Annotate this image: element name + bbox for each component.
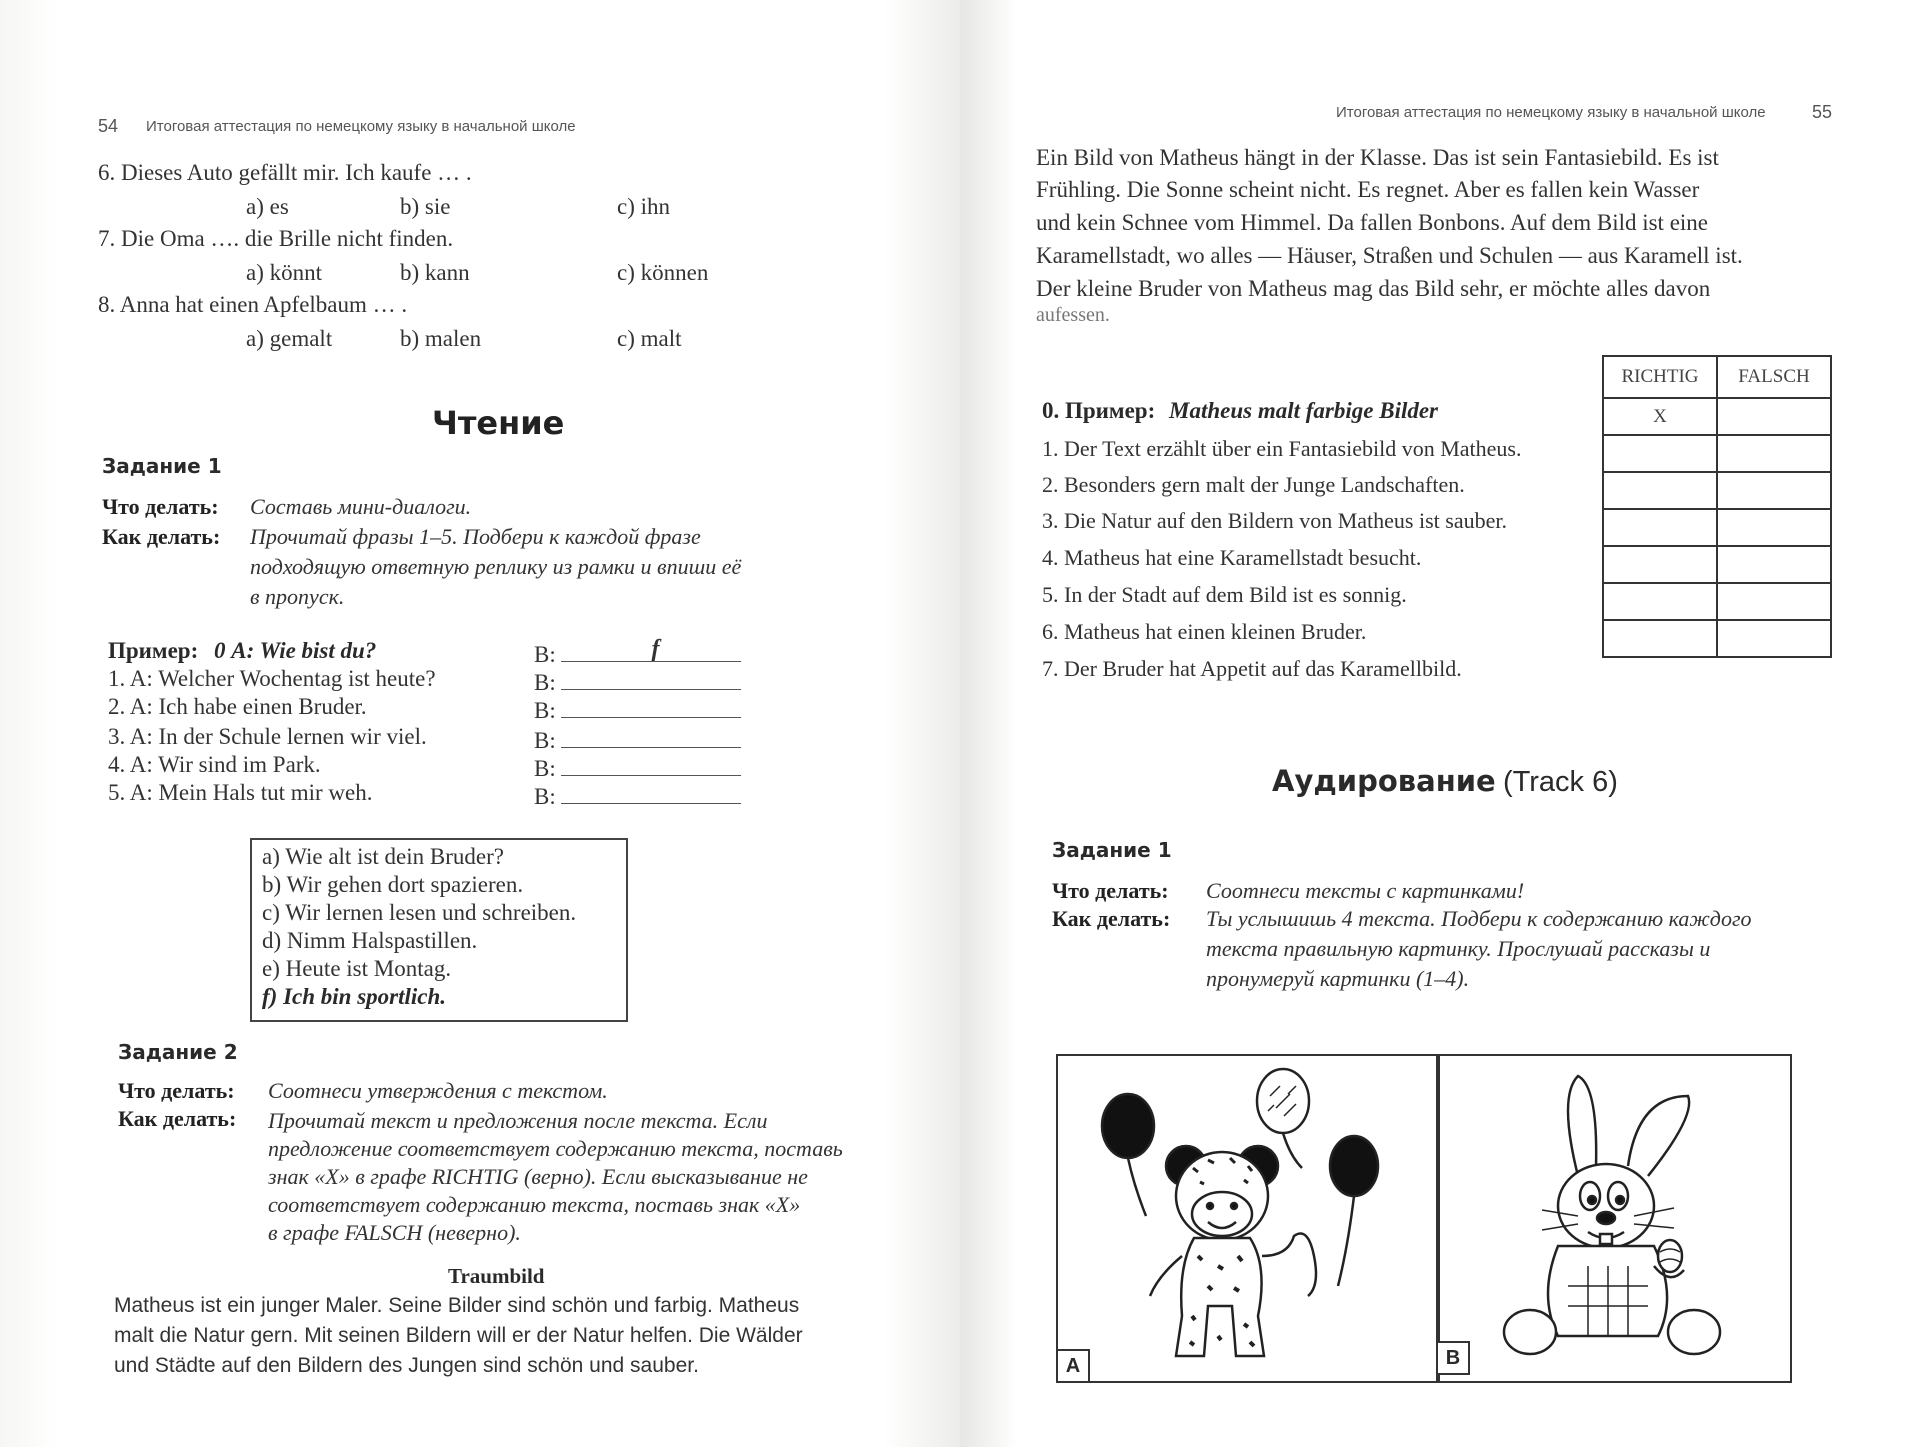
what-text: Составь мини-диалоги. <box>250 494 472 519</box>
right-page <box>960 0 1920 1447</box>
how-label: Как делать: <box>1052 906 1171 931</box>
section-title-reading: Чтение <box>432 404 565 442</box>
rabbit-with-egg-icon <box>1438 1056 1790 1381</box>
text-line: aufessen. <box>1036 304 1110 326</box>
how-line: предложение соответствует содержанию текста, поставь <box>268 1136 843 1161</box>
dialog-line: 4. A: Wir sind im Park. <box>108 752 321 777</box>
b-label: B: <box>534 698 556 723</box>
answer-option: a) Wie alt ist dein Bruder? <box>262 844 504 869</box>
example-label: 0. Пример: <box>1042 398 1156 423</box>
table-cell[interactable] <box>1717 620 1831 657</box>
text-line: und Städte auf den Bildern des Jungen sind schön und sauber. <box>114 1354 699 1377</box>
example-row <box>1042 398 1438 424</box>
example-label: Пример: <box>108 638 199 663</box>
how-label: Как делать: <box>118 1106 237 1131</box>
richtig-falsch-table <box>1602 355 1832 658</box>
example-mark: X <box>1603 398 1717 435</box>
option-a: a) gemalt <box>246 326 333 351</box>
text-line: und kein Schnee vom Himmel. Da fallen Bonbons. Auf dem Bild ist eine <box>1036 210 1709 235</box>
how-line: подходящую ответную реплику из рамки и впиши её <box>250 554 742 579</box>
answer-line <box>534 728 741 754</box>
option-b: b) kann <box>400 260 470 285</box>
running-header: Итоговая аттестация по немецкому языку в начальной школе <box>1336 104 1766 121</box>
answer-line <box>534 756 741 782</box>
answer-option: e) Heute ist Montag. <box>262 956 452 981</box>
table-cell[interactable] <box>1717 398 1831 435</box>
statement: 4. Matheus hat eine Karamellstadt besucht. <box>1042 545 1422 570</box>
what-label: Что делать: <box>118 1078 235 1103</box>
question-8: 8. Anna hat einen Apfelbaum … . <box>98 292 408 317</box>
statement: 6. Matheus hat einen kleinen Bruder. <box>1042 619 1367 644</box>
header-richtig: RICHTIG <box>1603 356 1717 398</box>
how-line: Прочитай текст и предложения после текста. Если <box>268 1108 768 1133</box>
option-c: c) malt <box>617 326 682 351</box>
table-cell[interactable] <box>1603 435 1717 472</box>
option-c: c) ihn <box>617 194 671 219</box>
text-line: Matheus ist ein junger Maler. Seine Bilder sind schön und farbig. Matheus <box>114 1294 800 1317</box>
table-cell[interactable] <box>1603 509 1717 546</box>
example-row <box>108 638 376 664</box>
header-falsch: FALSCH <box>1717 356 1831 398</box>
table-cell[interactable] <box>1717 435 1831 472</box>
text-line: Frühling. Die Sonne scheint nicht. Es regnet. Aber es fallen kein Wasser <box>1036 177 1700 202</box>
running-header: Итоговая аттестация по немецкому языку в начальной школе <box>146 118 576 135</box>
answer-option: d) Nimm Halspastillen. <box>262 928 478 953</box>
what-text: Соотнеси тексты с картинками! <box>1206 878 1525 903</box>
picture-b-frame[interactable] <box>1436 1054 1792 1383</box>
dialog-line: 5. A: Mein Hals tut mir weh. <box>108 780 373 805</box>
option-b: b) sie <box>400 194 451 219</box>
how-line: Прочитай фразы 1–5. Подбери к каждой фразе <box>250 524 701 549</box>
section-track: (Track 6) <box>1502 766 1618 798</box>
table-cell[interactable] <box>1603 546 1717 583</box>
text-line: Karamellstadt, wo alles — Häuser, Straßen und Schulen — aus Karamell ist. <box>1036 243 1743 268</box>
child-with-balloons-icon <box>1058 1056 1438 1381</box>
answer-option: b) Wir gehen dort spazieren. <box>262 872 524 897</box>
how-line: текста правильную картинку. Прослушай рассказы и <box>1206 936 1711 961</box>
answer-blank[interactable] <box>561 785 741 804</box>
option-a: a) es <box>246 194 289 219</box>
how-label: Как делать: <box>102 524 221 549</box>
answer-blank[interactable] <box>561 699 741 718</box>
statement: 3. Die Natur auf den Bildern von Matheus ist sauber. <box>1042 508 1507 533</box>
section-title: Аудирование <box>1272 764 1496 798</box>
how-line: Ты услышишь 4 текста. Подбери к содержанию каждого <box>1206 906 1752 931</box>
answer-blank[interactable] <box>561 636 741 662</box>
b-label: B: <box>534 670 556 695</box>
statement: 5. In der Stadt auf dem Bild ist es sonnig. <box>1042 582 1407 607</box>
how-line: знак «X» в графе RICHTIG (верно). Если высказывание не <box>268 1164 808 1189</box>
answer-line <box>534 784 741 810</box>
page-number: 54 <box>98 116 119 136</box>
section-title-listening <box>1272 764 1618 799</box>
table-cell[interactable] <box>1717 546 1831 583</box>
b-label: B: <box>534 784 556 809</box>
option-c: c) können <box>617 260 709 285</box>
answer-option: c) Wir lernen lesen und schreiben. <box>262 900 577 925</box>
dialog-line: 2. A: Ich habe einen Bruder. <box>108 694 367 719</box>
what-text: Соотнеси утверждения с текстом. <box>268 1078 608 1103</box>
what-label: Что делать: <box>102 494 219 519</box>
statement: 1. Der Text erzählt über ein Fantasiebild von Matheus. <box>1042 436 1522 461</box>
question-7: 7. Die Oma …. die Brille nicht finden. <box>98 226 454 251</box>
answer-blank[interactable] <box>561 729 741 748</box>
page-number: 55 <box>1812 102 1833 122</box>
answer-blank[interactable] <box>561 757 741 776</box>
example-answer-line <box>534 636 741 668</box>
what-label: Что делать: <box>1052 878 1169 903</box>
table-cell[interactable] <box>1603 583 1717 620</box>
statement: 2. Besonders gern malt der Junge Landschaften. <box>1042 472 1465 497</box>
answer-option-example: f) Ich bin sportlich. <box>262 984 447 1009</box>
how-line: в пропуск. <box>250 584 345 609</box>
how-line: в графе FALSCH (неверно). <box>268 1220 521 1245</box>
picture-label-b: B <box>1436 1341 1470 1375</box>
picture-label-a: A <box>1056 1349 1090 1383</box>
table-cell[interactable] <box>1717 509 1831 546</box>
how-line: соответствует содержанию текста, поставь знак «X» <box>268 1192 801 1217</box>
table-cell[interactable] <box>1717 583 1831 620</box>
task1-title: Задание 1 <box>102 454 222 478</box>
table-cell[interactable] <box>1717 472 1831 509</box>
dialog-line: 1. A: Welcher Wochentag ist heute? <box>108 666 436 691</box>
statement: 7. Der Bruder hat Appetit auf das Karamellbild. <box>1042 656 1462 681</box>
answers-box <box>250 838 628 1022</box>
option-b: b) malen <box>400 326 482 351</box>
picture-a-frame[interactable] <box>1056 1054 1440 1383</box>
table-cell[interactable] <box>1603 472 1717 509</box>
option-a: a) könnt <box>246 260 323 285</box>
answer-blank[interactable] <box>561 671 741 690</box>
question-6: 6. Dieses Auto gefällt mir. Ich kaufe … . <box>98 160 472 185</box>
example-answer: f <box>651 636 660 662</box>
text-line: malt die Natur gern. Mit seinen Bildern will er der Natur helfen. Die Wälder <box>114 1324 803 1347</box>
table-cell[interactable] <box>1603 620 1717 657</box>
task2-title: Задание 2 <box>118 1040 238 1064</box>
b-label: B: <box>534 642 556 667</box>
example-text: Matheus malt farbige Bilder <box>1169 398 1439 423</box>
text-line: Ein Bild von Matheus hängt in der Klasse. Das ist sein Fantasiebild. Es ist <box>1036 145 1719 170</box>
dialog-line: 3. A: In der Schule lernen wir viel. <box>108 724 427 749</box>
example-text: 0 A: Wie bist du? <box>214 638 377 663</box>
text-title: Traumbild <box>448 1264 545 1288</box>
answer-line <box>534 670 741 696</box>
how-line: пронумеруй картинки (1–4). <box>1206 966 1470 991</box>
b-label: B: <box>534 728 556 753</box>
answer-line <box>534 698 741 724</box>
text-line: Der kleine Bruder von Matheus mag das Bild sehr, er möchte alles davon <box>1036 276 1711 301</box>
b-label: B: <box>534 756 556 781</box>
task1-title: Задание 1 <box>1052 838 1172 862</box>
